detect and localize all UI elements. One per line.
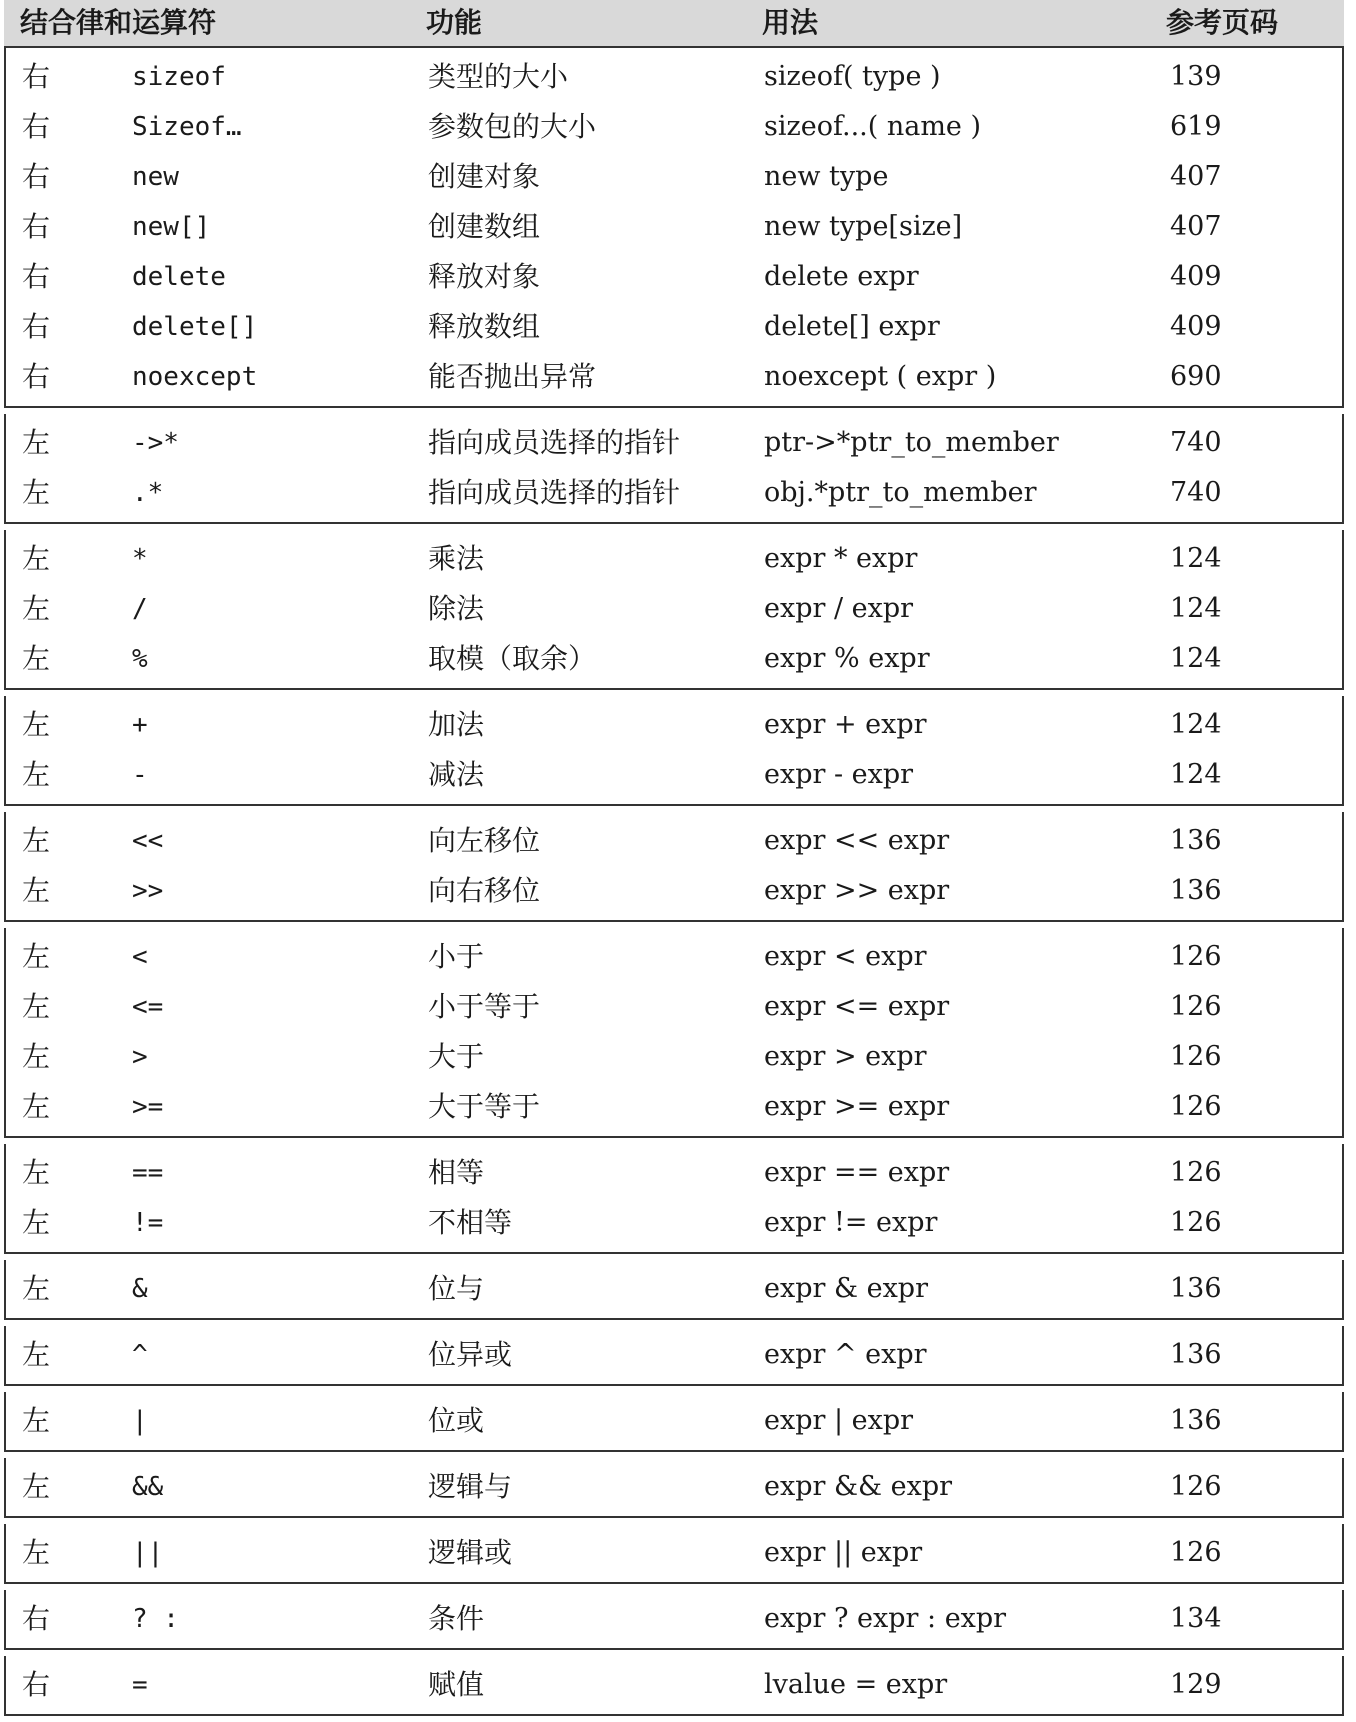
operator-cell: << — [132, 826, 164, 856]
usage-cell: sizeof( type ) — [764, 61, 941, 92]
associativity-cell: 左 — [22, 542, 51, 575]
page-ref-cell: 126 — [1170, 1471, 1222, 1502]
page-ref-cell: 126 — [1170, 1537, 1222, 1568]
associativity-cell: 左 — [22, 1470, 51, 1503]
associativity-cell: 左 — [22, 426, 51, 459]
associativity-cell: 左 — [22, 1404, 51, 1437]
function-cell: 位异或 — [428, 1338, 513, 1371]
function-cell: 释放数组 — [428, 310, 541, 343]
operator-cell: noexcept — [132, 362, 258, 392]
page-ref-cell: 407 — [1170, 211, 1222, 242]
operator-cell: < — [132, 942, 148, 972]
table-row — [6, 352, 1342, 402]
table-row — [6, 302, 1342, 352]
table-row — [6, 1082, 1342, 1132]
function-cell: 条件 — [428, 1602, 485, 1635]
usage-cell: expr * expr — [764, 543, 918, 574]
function-cell: 位或 — [428, 1404, 485, 1437]
table-row — [6, 634, 1342, 684]
table-row — [6, 1594, 1342, 1644]
operator-cell: - — [132, 760, 148, 790]
associativity-cell: 左 — [22, 1156, 51, 1189]
page-ref-cell: 409 — [1170, 311, 1222, 342]
function-cell: 位与 — [428, 1272, 485, 1305]
usage-cell: ptr->*ptr_to_member — [764, 427, 1059, 458]
row-group — [4, 530, 1344, 690]
row-group — [4, 1590, 1344, 1650]
associativity-cell: 左 — [22, 1090, 51, 1123]
usage-cell: expr && expr — [764, 1471, 953, 1502]
table-row — [6, 1032, 1342, 1082]
operator-cell: != — [132, 1208, 164, 1238]
usage-cell: expr <= expr — [764, 991, 950, 1022]
operator-cell: sizeof — [132, 62, 226, 92]
table-row — [6, 1330, 1342, 1380]
page-ref-cell: 124 — [1170, 759, 1222, 790]
row-group — [4, 812, 1344, 922]
operator-cell: | — [132, 1406, 148, 1436]
operator-cell: ->* — [132, 428, 179, 458]
associativity-cell: 左 — [22, 1338, 51, 1371]
page-ref-cell: 136 — [1170, 825, 1222, 856]
usage-cell: noexcept ( expr ) — [764, 361, 997, 392]
function-cell: 向右移位 — [428, 874, 541, 907]
row-group — [4, 414, 1344, 524]
row-group — [4, 1656, 1344, 1716]
table-row — [6, 418, 1342, 468]
table-row — [6, 1528, 1342, 1578]
operator-cell: ^ — [132, 1340, 148, 1370]
usage-cell: expr ? expr : expr — [764, 1603, 1007, 1634]
page-ref-cell: 126 — [1170, 991, 1222, 1022]
operator-cell: >= — [132, 1092, 164, 1122]
page-ref-cell: 124 — [1170, 543, 1222, 574]
associativity-cell: 右 — [22, 60, 51, 93]
associativity-cell: 右 — [22, 360, 51, 393]
table-row — [6, 102, 1342, 152]
table-row — [6, 584, 1342, 634]
operator-cell: new[] — [132, 212, 211, 242]
table-row — [6, 202, 1342, 252]
function-cell: 逻辑与 — [428, 1470, 513, 1503]
usage-cell: delete[] expr — [764, 311, 940, 342]
row-group — [4, 1144, 1344, 1254]
associativity-cell: 左 — [22, 1206, 51, 1239]
function-cell: 类型的大小 — [428, 60, 569, 93]
function-cell: 乘法 — [428, 542, 485, 575]
associativity-cell: 左 — [22, 990, 51, 1023]
page-ref-cell: 134 — [1170, 1603, 1222, 1634]
function-cell: 释放对象 — [428, 260, 541, 293]
function-cell: 大于 — [428, 1040, 485, 1073]
usage-cell: lvalue = expr — [764, 1669, 948, 1700]
associativity-cell: 左 — [22, 874, 51, 907]
page-ref-cell: 690 — [1170, 361, 1222, 392]
row-group — [4, 48, 1344, 408]
associativity-cell: 左 — [22, 642, 51, 675]
usage-cell: expr ^ expr — [764, 1339, 927, 1370]
table-row — [6, 816, 1342, 866]
usage-cell: expr % expr — [764, 643, 930, 674]
operator-cell: == — [132, 1158, 164, 1188]
operator-cell: || — [132, 1538, 164, 1568]
usage-cell: expr > expr — [764, 1041, 927, 1072]
table-row — [6, 1396, 1342, 1446]
function-cell: 指向成员选择的指针 — [428, 476, 681, 509]
table-row — [6, 152, 1342, 202]
associativity-cell: 左 — [22, 708, 51, 741]
page-ref-cell: 126 — [1170, 1207, 1222, 1238]
row-group — [4, 1392, 1344, 1452]
associativity-cell: 左 — [22, 758, 51, 791]
table-row — [6, 866, 1342, 916]
usage-cell: sizeof...( name ) — [764, 111, 982, 142]
row-group — [4, 696, 1344, 806]
function-cell: 大于等于 — [428, 1090, 541, 1123]
operator-cell: Sizeof… — [132, 112, 242, 142]
operator-table — [4, 0, 1344, 1701]
operator-cell: * — [132, 544, 148, 574]
function-cell: 能否抛出异常 — [428, 360, 597, 393]
usage-cell: expr == expr — [764, 1157, 950, 1188]
table-row — [6, 252, 1342, 302]
operator-cell: <= — [132, 992, 164, 1022]
operator-cell: % — [132, 644, 148, 674]
function-cell: 除法 — [428, 592, 485, 625]
table-row — [6, 750, 1342, 800]
function-cell: 逻辑或 — [428, 1536, 513, 1569]
function-cell: 向左移位 — [428, 824, 541, 857]
operator-cell: & — [132, 1274, 148, 1304]
function-cell: 小于等于 — [428, 990, 541, 1023]
page-ref-cell: 129 — [1170, 1669, 1222, 1700]
operator-cell: + — [132, 710, 148, 740]
row-group — [4, 928, 1344, 1138]
table-row — [6, 534, 1342, 584]
function-cell: 赋值 — [428, 1668, 485, 1701]
table-row — [6, 1264, 1342, 1314]
usage-cell: expr | expr — [764, 1405, 914, 1436]
associativity-cell: 左 — [22, 592, 51, 625]
usage-cell: expr << expr — [764, 825, 950, 856]
usage-cell: delete expr — [764, 261, 919, 292]
function-cell: 加法 — [428, 708, 485, 741]
page-ref-cell: 126 — [1170, 1041, 1222, 1072]
row-group — [4, 1260, 1344, 1320]
associativity-cell: 左 — [22, 1040, 51, 1073]
table-row — [6, 468, 1342, 518]
usage-cell: expr / expr — [764, 593, 914, 624]
header-function: 功能 — [426, 6, 483, 39]
usage-cell: expr || expr — [764, 1537, 923, 1568]
table-row — [6, 1148, 1342, 1198]
page-ref-cell: 409 — [1170, 261, 1222, 292]
associativity-cell: 右 — [22, 310, 51, 343]
row-group — [4, 1524, 1344, 1584]
usage-cell: expr >= expr — [764, 1091, 950, 1122]
page-ref-cell: 126 — [1170, 941, 1222, 972]
associativity-cell: 左 — [22, 940, 51, 973]
function-cell: 指向成员选择的指针 — [428, 426, 681, 459]
operator-cell: new — [132, 162, 179, 192]
row-group — [4, 1458, 1344, 1518]
header-associativity-operator: 结合律和运算符 — [20, 6, 217, 39]
associativity-cell: 右 — [22, 110, 51, 143]
table-row — [6, 1462, 1342, 1512]
page-ref-cell: 740 — [1170, 477, 1222, 508]
page-ref-cell: 136 — [1170, 1339, 1222, 1370]
associativity-cell: 左 — [22, 1272, 51, 1305]
operator-cell: = — [132, 1670, 148, 1700]
table-row — [6, 1198, 1342, 1248]
page-ref-cell: 619 — [1170, 111, 1222, 142]
usage-cell: new type — [764, 161, 889, 192]
page-ref-cell: 136 — [1170, 1273, 1222, 1304]
associativity-cell: 左 — [22, 824, 51, 857]
table-row — [6, 1660, 1342, 1710]
associativity-cell: 右 — [22, 1668, 51, 1701]
operator-cell: / — [132, 594, 148, 624]
header-page-ref: 参考页码 — [1166, 6, 1279, 39]
function-cell: 减法 — [428, 758, 485, 791]
page-ref-cell: 124 — [1170, 593, 1222, 624]
associativity-cell: 右 — [22, 210, 51, 243]
page-ref-cell: 124 — [1170, 709, 1222, 740]
operator-cell: >> — [132, 876, 164, 906]
function-cell: 创建对象 — [428, 160, 541, 193]
operator-cell: delete — [132, 262, 226, 292]
table-header — [4, 0, 1344, 48]
table-row — [6, 700, 1342, 750]
usage-cell: expr - expr — [764, 759, 914, 790]
associativity-cell: 右 — [22, 160, 51, 193]
page-ref-cell: 124 — [1170, 643, 1222, 674]
usage-cell: expr + expr — [764, 709, 927, 740]
operator-cell: .* — [132, 478, 164, 508]
page-ref-cell: 136 — [1170, 875, 1222, 906]
function-cell: 不相等 — [428, 1206, 513, 1239]
associativity-cell: 右 — [22, 1602, 51, 1635]
associativity-cell: 右 — [22, 260, 51, 293]
usage-cell: expr < expr — [764, 941, 927, 972]
operator-cell: delete[] — [132, 312, 258, 342]
table-row — [6, 932, 1342, 982]
operator-cell: > — [132, 1042, 148, 1072]
table-body — [4, 48, 1344, 1722]
table-row — [6, 52, 1342, 102]
page-ref-cell: 139 — [1170, 61, 1222, 92]
usage-cell: expr & expr — [764, 1273, 928, 1304]
function-cell: 取模（取余） — [428, 642, 597, 675]
function-cell: 相等 — [428, 1156, 485, 1189]
page-ref-cell: 126 — [1170, 1157, 1222, 1188]
table-row — [6, 982, 1342, 1032]
page-ref-cell: 740 — [1170, 427, 1222, 458]
header-usage: 用法 — [762, 6, 819, 39]
usage-cell: new type[size] — [764, 211, 963, 242]
associativity-cell: 左 — [22, 476, 51, 509]
row-group — [4, 1326, 1344, 1386]
page-ref-cell: 126 — [1170, 1091, 1222, 1122]
function-cell: 参数包的大小 — [428, 110, 597, 143]
associativity-cell: 左 — [22, 1536, 51, 1569]
operator-cell: && — [132, 1472, 164, 1502]
function-cell: 小于 — [428, 940, 485, 973]
usage-cell: obj.*ptr_to_member — [764, 477, 1037, 508]
page-ref-cell: 407 — [1170, 161, 1222, 192]
usage-cell: expr != expr — [764, 1207, 938, 1238]
page-ref-cell: 136 — [1170, 1405, 1222, 1436]
function-cell: 创建数组 — [428, 210, 541, 243]
usage-cell: expr >> expr — [764, 875, 950, 906]
operator-cell: ? : — [132, 1604, 179, 1634]
